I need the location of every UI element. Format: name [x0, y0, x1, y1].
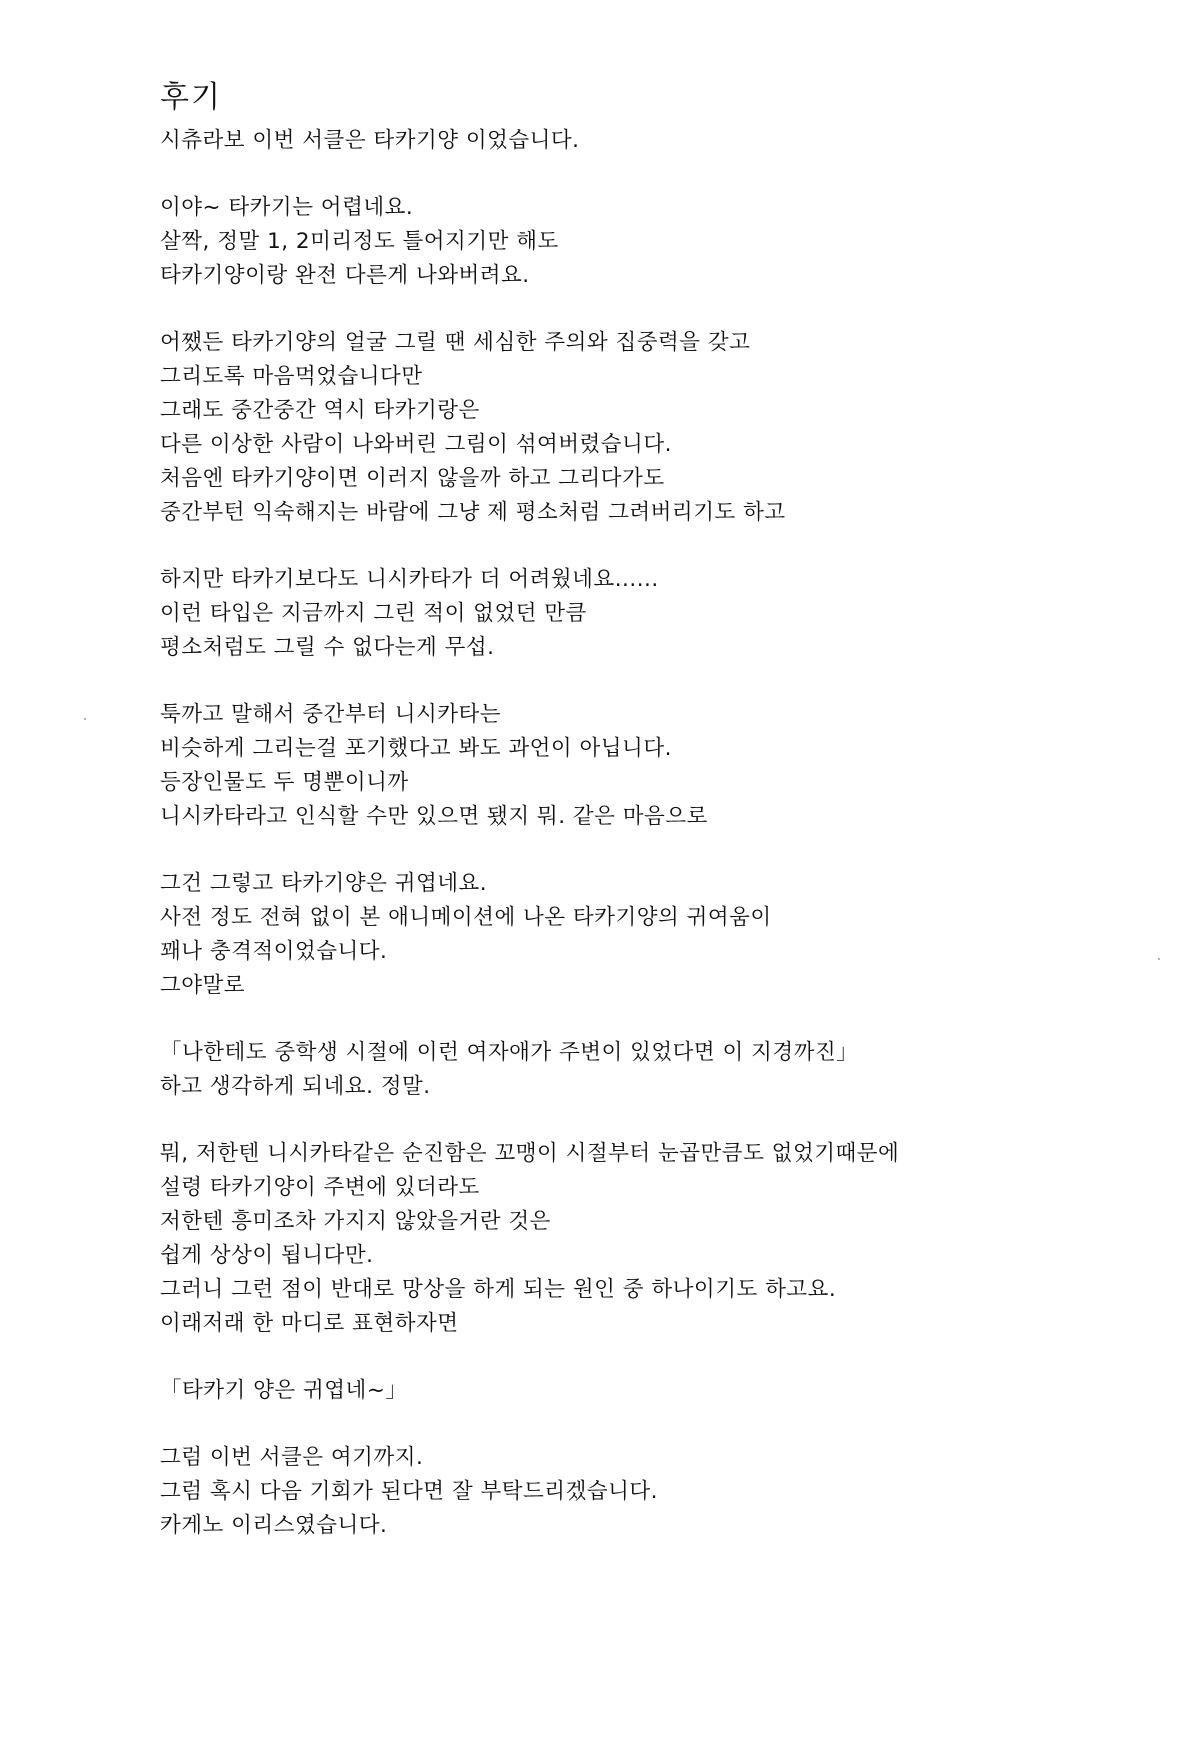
text-line: 하지만 타카기보다도 니시카타가 더 어려웠네요...... — [160, 567, 659, 592]
paragraph — [160, 1137, 1160, 1341]
text-line: 등장인물도 두 명뿐이니까 — [160, 770, 409, 795]
text-line: 다른 이상한 사람이 나와버린 그림이 섞여버렸습니다. — [160, 432, 672, 457]
text-line: 설령 타카기양이 주변에 있더라도 — [160, 1175, 480, 1200]
scan-speck — [1158, 958, 1160, 960]
text-line: 카게노 이리스였습니다. — [160, 1513, 388, 1538]
text-line: 처음엔 타카기양이면 이러지 않을까 하고 그리다가도 — [160, 466, 665, 491]
text-line: 저한텐 흥미조차 가지지 않았을거란 것은 — [160, 1209, 551, 1234]
paragraph — [160, 698, 1160, 834]
paragraph — [160, 124, 1160, 158]
text-line: 쉽게 상상이 됩니다만. — [160, 1243, 374, 1268]
text-line: 이야~ 타카기는 어렵네요. — [160, 195, 414, 220]
text-line: 비슷하게 그리는걸 포기했다고 봐도 과언이 아닙니다. — [160, 736, 672, 761]
text-line: 그리도록 마음먹었습니다만 — [160, 364, 423, 389]
text-line: 그래도 중간중간 역시 타카기랑은 — [160, 398, 480, 423]
text-line: 중간부턴 익숙해지는 바람에 그냥 제 평소처럼 그려버리기도 하고 — [160, 500, 786, 525]
paragraph — [160, 191, 1160, 293]
text-line: 그야말로 — [160, 973, 246, 998]
text-line: 사전 정도 전혀 없이 본 애니메이션에 나온 타카기양의 귀여움이 — [160, 905, 772, 930]
text-line: 타카기양이랑 완전 다른게 나와버려요. — [160, 263, 530, 288]
text-line: 그럼 이번 서클은 여기까지. — [160, 1445, 424, 1470]
text-line: 그럼 혹시 다음 기회가 된다면 잘 부탁드리겠습니다. — [160, 1479, 658, 1504]
text-line: 시츄라보 이번 서클은 타카기양 이었습니다. — [160, 128, 580, 153]
text-line: 툭까고 말해서 중간부터 니시카타는 — [160, 702, 502, 727]
scan-speck — [84, 718, 86, 720]
paragraph — [160, 1036, 1160, 1104]
text-line: 「타카기 양은 귀엽네~」 — [160, 1378, 408, 1403]
text-line: 니시카타라고 인식할 수만 있으면 됐지 뭐. 같은 마음으로 — [160, 804, 708, 829]
text-line: 그건 그렇고 타카기양은 귀엽네요. — [160, 871, 488, 896]
text-line: 꽤나 충격적이었습니다. — [160, 939, 388, 964]
document-title: 후기 — [160, 80, 222, 115]
paragraph — [160, 1441, 1160, 1543]
text-line: 뭐, 저한텐 니시카타같은 순진함은 꼬맹이 시절부터 눈곱만큼도 없었기때문에 — [160, 1141, 900, 1166]
text-line: 「나한테도 중학생 시절에 이런 여자애가 주변이 있었다면 이 지경까진」 — [160, 1040, 859, 1065]
paragraph — [160, 867, 1160, 1003]
paragraph — [160, 1374, 1160, 1408]
paragraph — [160, 563, 1160, 665]
text-line: 어쨌든 타카기양의 얼굴 그릴 땐 세심한 주의와 집중력을 갖고 — [160, 330, 751, 355]
text-line: 평소처럼도 그릴 수 없다는게 무섭. — [160, 635, 495, 660]
text-line: 하고 생각하게 되네요. 정말. — [160, 1074, 431, 1099]
text-line: 살짝, 정말 1, 2미리정도 틀어지기만 해도 — [160, 229, 559, 254]
text-line: 이래저래 한 마디로 표현하자면 — [160, 1311, 459, 1336]
text-line: 그러니 그런 점이 반대로 망상을 하게 되는 원인 중 하나이기도 하고요. — [160, 1277, 837, 1302]
paragraph — [160, 326, 1160, 530]
text-line: 이런 타입은 지금까지 그린 적이 없었던 만큼 — [160, 601, 587, 626]
document-body — [160, 124, 1160, 1576]
